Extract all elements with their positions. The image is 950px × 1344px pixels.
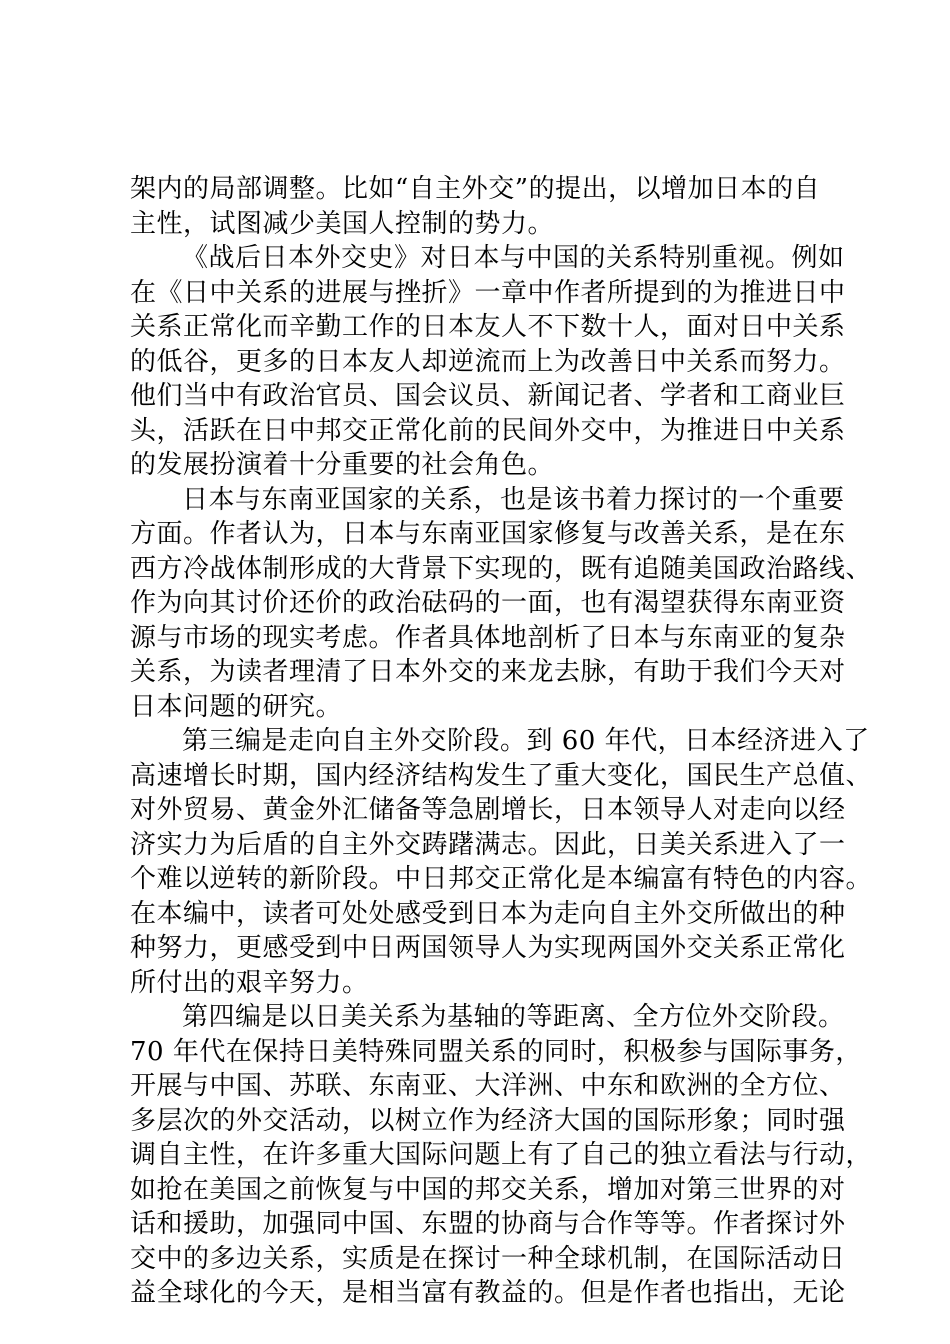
text-line: 《战后日本外交史》对日本与中国的关系特别重视。例如 <box>182 243 845 273</box>
text-line: 话和援助，加强同中国、东盟的协商与合作等等。作者探讨外 <box>130 1209 846 1239</box>
paragraph-2 <box>130 241 846 483</box>
text-line: 头，活跃在日中邦交正常化前的民间外交中，为推进日中关系 <box>130 415 846 446</box>
text-line: 的低谷，更多的日本友人却逆流而上为改善日中关系而努力。 <box>130 346 846 377</box>
text-line: 的发展扮演着十分重要的社会角色。 <box>130 450 555 480</box>
text-line: 高速增长时期，国内经济结构发生了重大变化，国民生产总值、 <box>130 760 873 791</box>
text-line: 开展与中国、苏联、东南亚、大洋洲、中东和欧洲的全方位、 <box>130 1071 846 1101</box>
text-line: 第三编是走向自主外交阶段。到 60 年代，日本经济进入了 <box>182 726 870 756</box>
text-line: 70 年代在保持日美特殊同盟关系的同时，积极参与国际事务， <box>130 1036 862 1067</box>
text-line: 在《日中关系的进展与挫折》一章中作者所提到的为推进日中 <box>130 277 846 308</box>
text-line: 关系，为读者理清了日本外交的来龙去脉，有助于我们今天对 <box>130 657 846 687</box>
text-line: 多层次的外交活动，以树立作为经济大国的国际形象；同时强 <box>130 1105 846 1136</box>
text-line: 济实力为后盾的自主外交踌躇满志。因此，日美关系进入了一 <box>130 829 846 860</box>
text-line: 西方冷战体制形成的大背景下实现的，既有追随美国政治路线、 <box>130 553 873 584</box>
paragraph-4 <box>130 724 873 1000</box>
text-line: 所付出的艰辛努力。 <box>130 967 369 998</box>
text-line: 方面。作者认为，日本与东南亚国家修复与改善关系，是在东 <box>130 519 846 549</box>
paragraph-1 <box>130 172 830 241</box>
text-line: 在本编中，读者可处处感受到日本为走向自主外交所做出的种 <box>130 898 846 929</box>
text-line: 架内的局部调整。比如“自主外交”的提出，以增加日本的自 <box>130 174 821 204</box>
text-line: 主性，试图减少美国人控制的势力。 <box>130 208 555 239</box>
text-line: 日本与东南亚国家的关系，也是该书着力探讨的一个重要 <box>182 484 845 515</box>
text-line: 交中的多边关系，实质是在探讨一种全球机制，在国际活动日 <box>130 1243 846 1274</box>
text-line: 益全球化的今天，是相当富有教益的。但是作者也指出，无论 <box>130 1278 846 1308</box>
text-line: 日本问题的研究。 <box>130 691 343 722</box>
paragraph-5 <box>130 1000 873 1311</box>
text-line: 第四编是以日美关系为基轴的等距离、全方位外交阶段。 <box>182 1002 845 1032</box>
text-line: 个难以逆转的新阶段。中日邦交正常化是本编富有特色的内容。 <box>130 864 873 894</box>
text-line: 如抢在美国之前恢复与中国的邦交关系，增加对第三世界的对 <box>130 1174 846 1205</box>
text-line: 源与市场的现实考虑。作者具体地剖析了日本与东南亚的复杂 <box>130 622 846 653</box>
paragraph-3 <box>130 483 873 725</box>
text-line: 作为向其讨价还价的政治砝码的一面，也有渴望获得东南亚资 <box>130 588 846 618</box>
text-line: 对外贸易、黄金外汇储备等急剧增长，日本领导人对走向以经 <box>130 795 846 825</box>
text-line: 关系正常化而辛勤工作的日本友人不下数十人，面对日中关系 <box>130 312 846 342</box>
document-body <box>130 172 873 1311</box>
text-line: 他们当中有政治官员、国会议员、新闻记者、学者和工商业巨 <box>130 381 846 411</box>
text-line: 调自主性，在许多重大国际问题上有了自己的独立看法与行动， <box>130 1140 873 1170</box>
text-line: 种努力，更感受到中日两国领导人为实现两国外交关系正常化 <box>130 933 846 963</box>
